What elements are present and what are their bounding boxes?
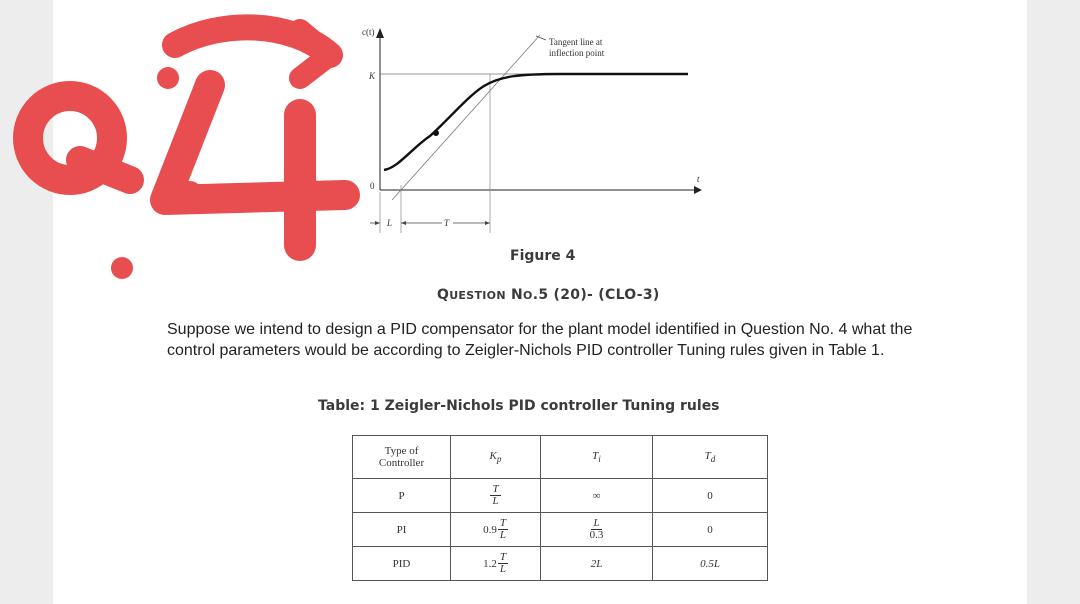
dim-arrowhead-1 (375, 221, 380, 225)
kp-den: L (499, 563, 506, 575)
kp-num: T (492, 483, 499, 495)
response-curve (384, 74, 688, 170)
dim-L-label: L (387, 218, 393, 228)
kp-fraction (490, 484, 500, 507)
td-sub: d (710, 454, 716, 465)
handwritten-q4-annotation (0, 0, 360, 290)
tangent-label-line2: inflection point (549, 48, 605, 58)
question-body: Suppose we intend to design a PID compensator for the plant model identified in Question No. 4 what the control parameters would be according to Zeigler-Nichols PID controller Tuning rules given in Table 1. (167, 321, 913, 359)
x-axis-arrow (694, 186, 702, 194)
x-axis-label: t (697, 174, 700, 184)
dim-arrowhead-3 (485, 221, 490, 225)
row-pi-type: PI (353, 513, 451, 547)
ti-fraction (590, 518, 604, 541)
header-controller-type (353, 436, 451, 479)
header-ti (541, 436, 653, 479)
dim-T-label: T (444, 218, 450, 228)
row-p-type: P (353, 479, 451, 513)
td-value: 0.5L (700, 557, 720, 570)
row-pi-ti (541, 513, 653, 547)
ti-den: 0.3 (589, 529, 604, 541)
heading-o: O (523, 289, 533, 302)
kp-coef: 1.2 (483, 557, 497, 570)
table-header-row (353, 436, 768, 479)
row-pid-ti (541, 547, 653, 581)
kp-den: L (492, 495, 499, 507)
row-p-td: 0 (653, 479, 768, 513)
y-axis-arrow (376, 28, 384, 38)
ti-value: 2L (590, 557, 603, 570)
table-caption: Table: 1 Zeigler-Nichols PID controller Tuning rules (318, 398, 720, 414)
header-type-line1: Type of (384, 445, 419, 457)
kp-fraction (498, 518, 508, 541)
row-pid-kp (451, 547, 541, 581)
td-main: T (704, 449, 711, 462)
k-label: K (369, 71, 376, 81)
figure-caption: Figure 4 (510, 248, 576, 264)
row-pid-td (653, 547, 768, 581)
question-heading (437, 287, 660, 303)
kp-main: K (489, 449, 497, 462)
y-axis-label: c(t) (362, 27, 375, 37)
heading-n: N (511, 287, 524, 303)
kp-sub: p (496, 454, 502, 465)
row-p-ti: ∞ (541, 479, 653, 513)
row-pid-type: PID (353, 547, 451, 581)
kp-num: T (499, 517, 506, 529)
heading-suffix: .5 (20)- (CLO-3) (532, 287, 660, 303)
header-td (653, 436, 768, 479)
row-p-kp (451, 479, 541, 513)
ti-sub: i (598, 454, 601, 465)
tangent-label-line1: Tangent line at (549, 37, 603, 47)
tangent-line (392, 35, 540, 200)
origin-label: 0 (370, 181, 375, 191)
ziegler-nichols-table (352, 435, 768, 581)
table-row (353, 513, 768, 547)
row-pi-td: 0 (653, 513, 768, 547)
heading-uestion: UESTION (449, 289, 506, 302)
row-pi-kp (451, 513, 541, 547)
header-kp (451, 436, 541, 479)
heading-q: Q (437, 287, 450, 303)
kp-fraction (498, 552, 508, 575)
kp-num: T (499, 551, 506, 563)
header-type-line2: Controller (378, 457, 425, 469)
ti-main: T (592, 449, 599, 462)
table-row (353, 547, 768, 581)
kp-den: L (499, 529, 506, 541)
kp-coef: 0.9 (483, 523, 497, 536)
inflection-point (433, 130, 439, 136)
ti-num: L (593, 517, 600, 529)
table-row (353, 479, 768, 513)
